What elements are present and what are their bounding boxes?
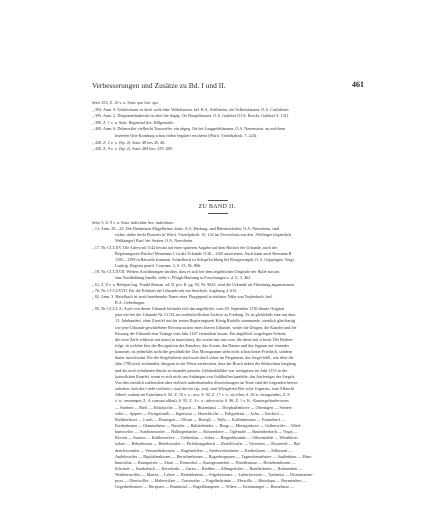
- text-line: wie jene Urkunde geschriebene Reconstruction einer älteren Urkunde, wobei die Zeugen, die Kanzlei und die: [115, 324, 297, 330]
- text-line: „ 61, Z. 8 v. u. Belegen bzg. Ponthl Roman. ed. II. pro. II. pg. 93, Nr. 9623, wird die Urkunde als Fälschung angenommen.: [92, 281, 295, 287]
- text-line: 13. Jahrhundert, ohne Zweifel aus der ersten Regierungszeit König Rudolfs stammende, ziemlich gleichartig: [115, 318, 295, 324]
- text-line: Alherf; sodann im Einzelnen S. 92, Z. 10 v. o.: nos; S. 94, Z. 17 v. o.: sit eilen; S. 28 is: ensagwmbis, Z. 8: [115, 392, 290, 398]
- text-line: v. u.: omnimpet; Z. 4: consura alibat); S. 95, Z. 4 v. o.: advocacia; S. 96, Z. 1 v. K.: Kuntergelrinderowen: [115, 398, 289, 404]
- text-line: „ 430, Z. 9 v. o. (Sp. 2). Statt: 269 lies: 259, 280.: [92, 146, 173, 152]
- text-line: wiler — Spiperr — Ferrigartrulli — Ingersruti — Haeschirche — Fuliginleint — Acha — Kirchtof —: [115, 410, 285, 416]
- text-line: Breitherbsser — Laufs — Brunegen — Olesse — Boergli — Vallu — Kolfenheimirs — Frunseherf —: [115, 416, 286, 422]
- text-line: jetzt wie bei der Urkunde Nr. CCXL im erzbischöflichen Archive zu Freiburg. Es ist gleichfalls eine aus dem: [115, 312, 296, 318]
- text-line: „ 395, Anm. 2. Diegmaierhubrecht ist eher die abgeg. Ort Haspelhausen, O.A. Gaildorf (O.A. Beschr. Gaildorf S. 141).: [92, 113, 290, 119]
- text-line: und die noch erhaltenen Stücke in einander passten. Gebhardsbilder war wenigstens im Jahr 1153 in der: [115, 367, 288, 373]
- text-line: Regierungszeit Bischof Hermanns I. ist die Urkunde 1138—1165 anzusetzen. Auch kann auch Hermann II.: [115, 250, 293, 256]
- text-line: Ludwig, Regesta pontif. Constant. 3, S. 13, Nr. 866.: [115, 263, 202, 269]
- text-line: letzteren Orte Komburg schon früher begütert erscheint (Württ. Vierteljahrsh. 7, 224).: [115, 133, 258, 138]
- text-line: Bevion — Sumers — Knillnweilere — Gebbisbus — Sobes — Riegnebbruntte — Odisentailde — Wienkhtin-: [115, 435, 299, 441]
- text-line: bartswelier — Asmbranwailer — Hallingenbache — Rossembere — Oglenrale — Brunniberbach — Vogia —: [115, 429, 298, 435]
- section-heading: ZU BAND II.: [198, 204, 236, 210]
- text-line: „ 19, Nr. CCCXVII. Weiters Ausführungen darüber, dass es sich bei dem angeblichen Originale der Bulle nur um: [92, 269, 280, 275]
- text-line: Nettibernwiller — Martin — Lelese — Bennbleneria — Engelsteirarre — Luberfoverise — Tynhnrist — Distanienene-: [115, 472, 314, 478]
- text-line: die erste Zeile schliesst mit main (in maiestatis), die zweite mit una com, die dritte mit si beati. Die Reihen-: [115, 336, 294, 342]
- text-line: folge, in welcher hier die Recognition des Kanzlers, das Actum, das Datum und das Signum auf einander: [115, 343, 289, 348]
- text-line: „ 399, Z. 1 v. u. Statt: Regenstal lies: Rillgentaile.: [92, 119, 175, 125]
- text-line: Walkringer) Bau“ bei Stetten, O.A. Neresheim.: [115, 238, 194, 244]
- text-line: Seite 5, Z. 9 v. u. Statt: individue lies: individuae.: [92, 220, 175, 225]
- text-line: Fassung der Urkunde eine Vorlage vom Jahr 1167 vermuthen lassen. Ein angeblich vorgelegter Schnitt;: [115, 330, 287, 336]
- text-line: kommen, ist jedenfalls nicht die gewöhnliche. Das Monogramm steht nicht schon hinter Friedrich, sondern: [115, 349, 293, 355]
- section-rule-top: [208, 200, 228, 201]
- text-line: kaiserlichen Kanzlei, wenn es sich nicht um Anhängen von Goldbullen handelte, das Ausfertiger des Siegels.: [115, 373, 296, 379]
- text-line: pwrs — Obertwiller — Malersvilaer — Trasewelar — Engelbelsrimte — Ebewille — Hinsalopa — Reymindere —: [115, 478, 307, 484]
- text-line: Schranle — Sonderbach — Kerrebraht — Garzu — Radehn — Albingerichte — Buntbecheim — Ruhmenbrn —: [115, 466, 303, 471]
- section-rule-bottom: [208, 213, 228, 214]
- text-line: sicher, daher deckt Bosserts in Württ. Vierteljahrsh. 10, 142 im Verzeichnis nur den „Wellinger (eigentlich: [115, 232, 291, 238]
- page-header: [92, 81, 364, 93]
- text-line: hinter invictissimi. Für die Siegelarbeite sind noch drei Löcher im Pergament, das Siegel fehlt, was über die: [115, 355, 294, 361]
- text-line: „ 17, Nr. CCCXV. Die Adresvatl 1142 beruht auf einer späteren Angabe auf dem Rücken der Urkunde, nach der: [92, 244, 278, 250]
- text-line: Andeleswiler — Ripolzbenhouen — Beruchenhouen — Rogerbsqepurer — Tagenobemehnwe — Saulenhaus — Hins-: [115, 453, 312, 459]
- text-line: Von den ziemlich zahlreichen aber vielfach unbedeutenden Abweichungen im Texte sind die folgenden hervor-: [115, 379, 299, 385]
- text-line: zuheben: statt der t steht vielfach t, statt der ten (sp. zsn), statt Wiesgetten Wie vobe Ungerrus, statt Albrecht: [115, 386, 295, 392]
- running-title: Verbesserungen und Zusätze zu Bd. I und II.: [92, 81, 226, 90]
- text-line: Seite 253, Z. 10 v. u. Statt: quo lies: qui.: [92, 100, 159, 105]
- text-line: wilare — Bebenhouen — Retteloswiler — Etrlesburgarbach — Rodolfswiler — Vereserus — Rostrerlel — Bal-: [115, 441, 301, 447]
- text-line: „ 95, Nr. CCCL A. Auch von dieser Urkunde befindet sich das angebliche, vom 29. September 1150 datirte Original: [92, 306, 285, 312]
- page-number: 461: [352, 80, 364, 89]
- text-line: „ 392, Anm. 9. Unbeholsam ist doch wohl eher Volkshausen, bzl. B.A. Adelsheim, als Volkershausen, O.A. Crailsheim.: [92, 106, 290, 112]
- text-line: derichswenlen — Vemuerlindocutes — Ragisseiffere — Aterbreichenlaten — Kerbesluren — Silbstrauf —: [115, 447, 293, 453]
- text-line: Gegerbiebentere — Hertpsert — Runinittal — Engelblomperer — Wilere — Kristananger — Bussebarre —: [115, 484, 295, 490]
- text-line: B.A. Ueberlingen.: [115, 299, 146, 305]
- text-line: „ 400, Anm. 6. Dubeswiler vielleicht Trauweiler, ein abgeg. Ort bei Lauppeldshausen, O.A. Neuenstein, an welchem: [92, 126, 286, 132]
- text-line: 1183—1189 in Betracht kommen. Scharfbach ist Schopflochberg bei Reisgesriegsh, O.A. Göppingen. Vergl.: [115, 256, 295, 262]
- text-line: bmiewilar — Ranisperere — Aharf — Dorneshof — Kunigeranreitet — Wasillemisse — Holsebemhouen —: [115, 459, 296, 465]
- text-line: „ 13, Anm. 29—25. Die Denhausen Magelbeinst, baier. A.G. Harburg, und Balmertshofen, O.A. Neresheim, sind: [92, 226, 280, 232]
- text-line: Erzdenhouen — Glaminiherta — Nussibe — Baltheibrüder — Bings — Mimeginkove — Gotherwiler — Witel-: [115, 422, 302, 428]
- text-line: „ 76, Nr. CCCLXVII. Für die Echtheit der Urkunde tritt ein Steichele, Augsburg 4, 613.: [92, 287, 238, 293]
- text-line: — Sunbert — Rielt — Erlachirche — Eypach — Hüxenhaus — Dorphulfenhove — Oberingen — Stetten-: [115, 404, 293, 410]
- text-line: eine Nachbildung handle, siehe v. Pflugk-Harttung in Forschungen z. d. G. 3, 462.: [115, 275, 252, 281]
- text-line: „ 82, Anm. 3. Haselbach ist noch bestehender Name einer Flurgegend in nächster Nähe von Teplenbach, bzd.: [92, 293, 273, 299]
- text-line: „ 428, Z. 2 v. o. (Sp. 2). Statt: 48 lies 45. 46.: [92, 139, 166, 145]
- text-line: Jahr 1790 noch vorhanden, übrigens in der Weise zerbrochen, dass der Bruch neben der Seilaschnur hergieng: [115, 361, 296, 367]
